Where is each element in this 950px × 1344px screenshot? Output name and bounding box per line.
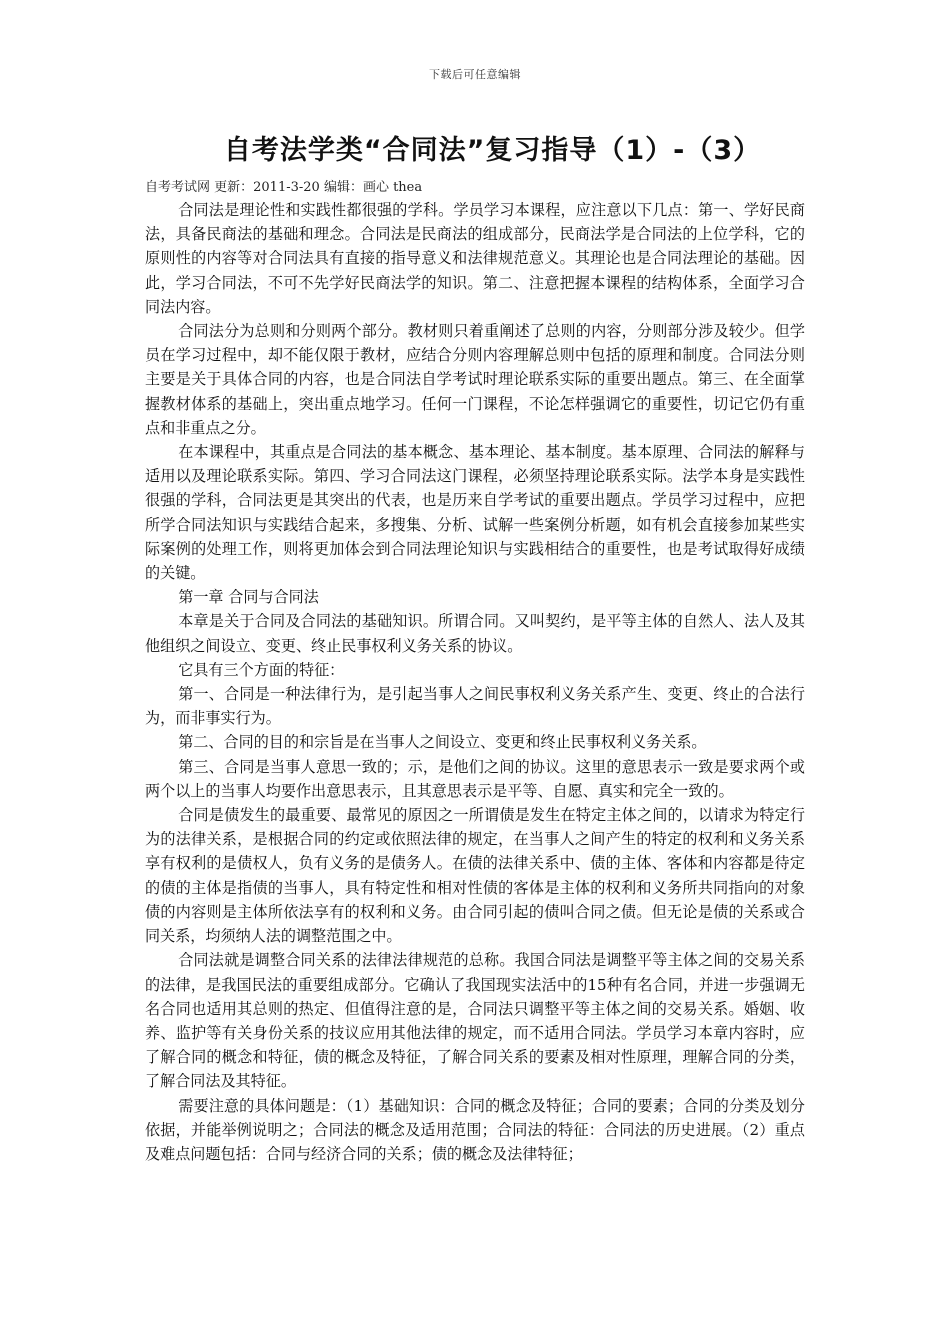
paragraph-feature-3: 第三、合同是当事人意思一致的；示，是他们之间的协议。这里的意思表示一致是要求两个或两个以上的当事人均要作出意思表示，且其意思表示是平等、自愿、真实和完全一致的。 <box>145 757 805 800</box>
paragraph-contract-law: 合同法就是调整合同关系的法律法律规范的总称。我国合同法是调整平等主体之间的交易关系的法律，是我国民法的重要组成部分。它确认了我国现实法活中的15种有名合同，并进一步强调无名合同也适用其总则的热定、但值得注意的是，合同法只调整平等主体之间的交易关系。婚姻、收养、监护等有关身份关系的技议应用其他法律的规定，而不适用合同法。学员学习本章内容时，应了解合同的概念和特征，债的概念及特征，了解合同关系的要素及相对性原理，理解合同的分类，了解合同法及其特征。 <box>145 951 805 1091</box>
paragraph-obligation: 合同是债发生的最重要、最常见的原因之一所谓债是发生在特定主体之间的，以请求为特定行为的法律关系，是根据合同的约定或依照法律的规定，在当事人之间产生的特定的权利和义务关系享有权利的是债权人，负有义务的是债务人。在债的法律关系中、债的主体、客体和内容都是待定的债的主体是指债的当事人，具有特定性和相对性债的客体是主体的权利和义务所共同指向的对象债的内容则是主体所依法享有的权利和义务。由合同引起的债叫合同之债。但无论是债的关系或合同关系，均须纳人法的调整范围之中。 <box>145 806 805 946</box>
paragraph-features-lead: 它具有三个方面的特征： <box>178 660 345 679</box>
paragraph-feature-2: 第二、合同的目的和宗旨是在当事人之间设立、变更和终止民事权利义务关系。 <box>178 733 707 752</box>
paragraph-feature-1: 第一、合同是一种法律行为，是引起当事人之间民事权利义务关系产生、变更、终止的合法行为，而非事实行为。 <box>145 685 805 728</box>
header-note: 下载后可任意编辑 <box>429 68 521 81</box>
paragraph-specific-issues: 需要注意的具体问题是：（1）基础知识：合同的概念及特征；合同的要素；合同的分类及划分依据，并能举例说明之；合同法的概念及适用范围；合同法的特征：合同法的历史进展。（2）重点及难点问题包括：合同与经济合同的关系；债的概念及法律特征； <box>145 1096 805 1163</box>
article-meta: 自考考试网 更新：2011-3-20 编辑：画心 thea <box>145 180 423 195</box>
paragraph-structure: 合同法分为总则和分则两个部分。教材则只着重阐述了总则的内容，分则部分涉及较少。但学员在学习过程中，却不能仅限于教材，应结合分则内容理解总则中包括的原理和制度。合同法分则主要是关于具体合同的内容，也是合同法自学考试时理论联系实际的重要出题点。第三、在全面掌握教材体系的基础上，突出重点地学习。任何一门课程，不论怎样强调它的重要性，切记它仍有重点和非重点之分。 <box>145 322 805 437</box>
paragraph-key-points: 在本课程中，其重点是合同法的基本概念、基本理论、基本制度。基本原理、合同法的解释与适用以及理论联系实际。第四、学习合同法这门课程，必须坚持理论联系实际。法学本身是实践性很强的学科，合同法更是其突出的代表，也是历来自学考试的重要出题点。学员学习过程中，应把所学合同法知识与实践结合起来，多搜集、分析、试解一些案例分析题，如有机会直接参加某些实际案例的处理工作，则将更加体会到合同法理论知识与实践相结合的重要性，也是考试取得好成绩的关键。 <box>145 443 805 583</box>
paragraph-intro: 合同法是理论性和实践性都很强的学科。学员学习本课程，应注意以下几点：第一、学好民商法，具备民商法的基础和理念。合同法是民商法的组成部分，民商法学是合同法的上位学科，它的原则性的内容等对合同法具有直接的指导意义和法律规范意义。其理论也是合同法理论的基础。因此，学习合同法，不可不先学好民商法学的知识。第二、注意把握本课程的结构体系，全面学习合同法内容。 <box>145 201 805 316</box>
document-body <box>145 198 805 1166</box>
document-title: 自考法学类“合同法”复习指导（1）-（3） <box>223 135 762 166</box>
chapter-heading: 第一章 合同与合同法 <box>178 588 319 607</box>
paragraph-chapter-intro: 本章是关于合同及合同法的基础知识。所谓合同。又叫契约，是平等主体的自然人、法人及其他组织之间设立、变更、终止民事权利义务关系的协议。 <box>145 612 805 655</box>
